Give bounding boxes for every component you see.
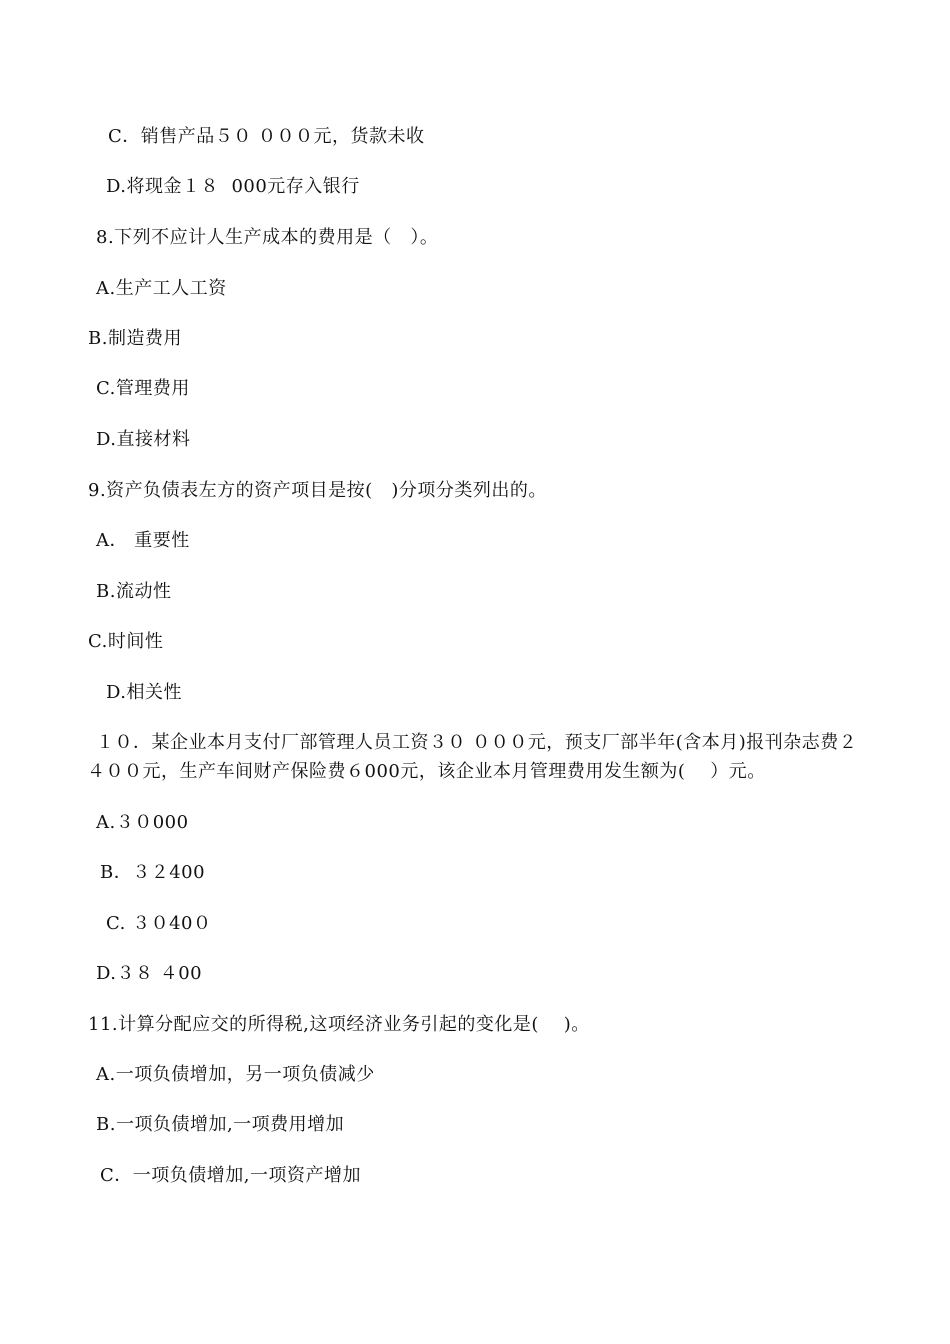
question-10-line-2: ４００元，生产车间财产保险费６000元，该企业本月管理费用发生额为( ）元。 <box>87 761 766 782</box>
option-8d: D.直接材料 <box>96 429 191 450</box>
option-11c: C．一项负债增加,一项资产增加 <box>100 1165 361 1186</box>
question-9: 9.资产负债表左方的资产项目是按( )分项分类列出的。 <box>88 480 547 501</box>
option-9b: B.流动性 <box>96 581 172 602</box>
question-10-line-1: １０．某企业本月支付厂部管理人员工资３０ ０００元，预支厂部半年(含本月)报刊杂志费２ <box>96 732 858 753</box>
option-10a: A.３０000 <box>96 812 189 833</box>
option-7c: C．销售产品５０ ０００元，货款未收 <box>108 126 425 147</box>
option-10d: D.３８ ４00 <box>96 963 203 984</box>
option-9c: C.时间性 <box>88 631 164 652</box>
option-9a: A． 重要性 <box>96 530 190 551</box>
option-8b: B.制造费用 <box>88 328 182 349</box>
option-7d: D.将现金１８ 000元存入银行 <box>106 176 360 197</box>
option-10c: C. ３０40０ <box>106 913 212 934</box>
option-11a: A.一项负债增加，另一项负债减少 <box>96 1064 375 1085</box>
option-11b: B.一项负债增加,一项费用增加 <box>96 1114 345 1135</box>
question-11: 11.计算分配应交的所得税,这项经济业务引起的变化是( )。 <box>88 1014 590 1035</box>
question-8: 8.下列不应计人生产成本的费用是（ ）。 <box>96 227 439 248</box>
option-8a: A.生产工人工资 <box>96 278 227 299</box>
option-9d: D.相关性 <box>106 682 183 703</box>
option-8c: C.管理费用 <box>96 378 190 399</box>
option-10b: B．３２400 <box>100 862 206 883</box>
